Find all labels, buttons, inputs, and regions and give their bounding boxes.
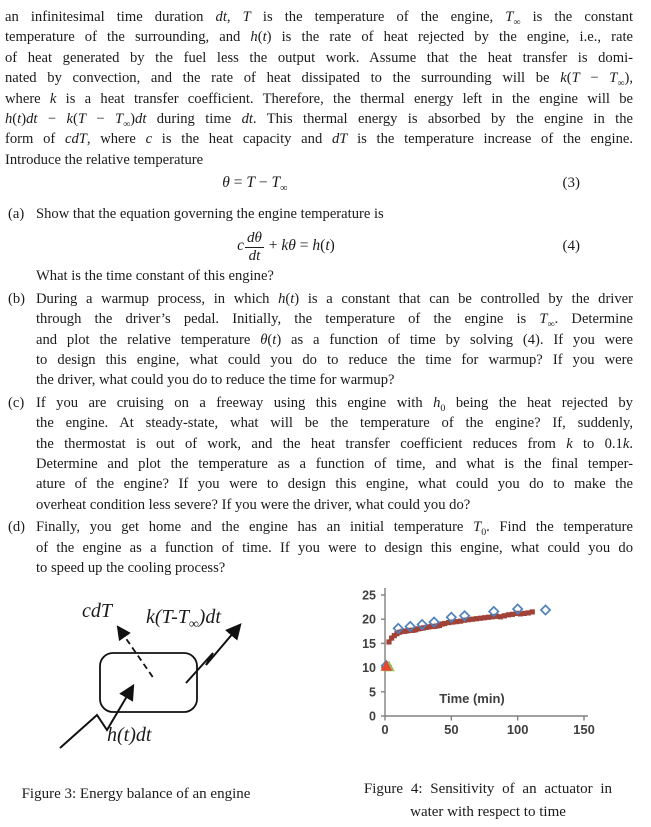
- cdt-label: cdT: [82, 600, 112, 622]
- text-line: to speed up the cooling process?: [36, 559, 226, 576]
- figure3-caption: Figure 3: Energy balance of an engine: [21, 786, 251, 802]
- equation-3-body: $\theta = T - T_\infty$: [222, 174, 288, 195]
- equation-3-number: (3): [562, 175, 580, 192]
- text-line: form of cdT, where c is the heat capacity and dT is the temperature increase of the engine.: [5, 131, 633, 148]
- x-tick-label: 150: [573, 722, 595, 737]
- y-tick-label: 5: [369, 685, 376, 700]
- intro-paragraph: [5, 7, 633, 170]
- heat-out-label: $k(T-T_\infty)dt$: [146, 606, 221, 631]
- text-line: During a warmup process, in which h(t) is a constant that can be controlled by the driver: [36, 290, 633, 307]
- y-tick-label: 15: [362, 636, 376, 651]
- item-d: [5, 517, 633, 578]
- figure4-chart: [335, 583, 641, 827]
- item-c: [5, 393, 633, 515]
- text-line: and plot the relative temperature θ(t) as a function of time by solving (4). If you were: [36, 331, 633, 348]
- item-b-label: (b): [8, 290, 26, 307]
- text-line: What is the time constant of this engine?: [36, 267, 274, 284]
- text-line: to design this engine, what could you do to reduce the time for warmup? If you were: [36, 352, 633, 369]
- text-line: of heat generated by the fuel less the output work. Assume that the heat transfer is domi-: [5, 49, 633, 66]
- item-d-label: (d): [8, 519, 26, 536]
- text-line: $h(t)dt - k(T - T_\infty)dt$ during time dt. This thermal energy is absorbed by the engine in the: [5, 110, 633, 130]
- x-tick-label: 100: [506, 722, 529, 737]
- equation-4-number: (4): [562, 237, 580, 254]
- x-tick-label: 0: [381, 722, 389, 737]
- text-line: an infinitesimal time duration dt, T is the temperature of the engine, $T_\infty$ is the constant: [5, 9, 633, 28]
- equation-4-body: c $\frac{d\theta}{dt}$ + kθ = h(t): [237, 230, 335, 264]
- x-axis-title: Time (min): [439, 691, 505, 706]
- text-line: Determine and plot the temperature as a function of time, and what is the final temper-: [36, 456, 633, 473]
- figure4-caption-line2: water with respect to time: [410, 804, 566, 820]
- text-line: the driver, what could you do to reduce the time for warmup?: [36, 372, 395, 389]
- engine-box: [100, 653, 197, 712]
- item-b: [5, 289, 633, 391]
- text-line: where k is a heat transfer coefficient. Therefore, the thermal energy left in the engine will be: [5, 90, 633, 107]
- figure4-chart-svg: [335, 583, 600, 743]
- figure4-caption-line1: Figure 4: Sensitivity of an actuator in: [363, 781, 613, 797]
- text-line: ature of the engine? If you were to design this engine, what could you do to make the: [36, 476, 633, 493]
- text-line: Show that the equation governing the engine temperature is: [36, 206, 384, 223]
- equation-4: [36, 228, 633, 264]
- item-a: [5, 204, 633, 286]
- y-tick-label: 0: [369, 709, 376, 724]
- fraction-dtheta-dt: $\frac{d\theta}{dt}$: [247, 230, 262, 264]
- text-line: overheat condition less severe? If you were the driver, what could you do?: [36, 496, 471, 513]
- y-tick-label: 20: [362, 612, 376, 627]
- y-tick-label: 25: [362, 588, 376, 603]
- cdt-dashed-arrow: [118, 627, 153, 677]
- text-line: the engine. At steady-state, what will be the temperature of the engine? If, suddenly,: [36, 415, 633, 432]
- figure3-diagram: [10, 585, 300, 823]
- data-point-diamond: [541, 605, 550, 614]
- y-tick-label: 10: [362, 661, 376, 676]
- text-line: the thermostat is out of work, and the heat transfer coefficient reduces from k to 0.1k.: [36, 435, 633, 452]
- text-line: through the driver’s pedal. Initially, the temperature of the engine is $T_\infty$. Determine: [36, 311, 633, 330]
- text-line: Finally, you get home and the engine has an initial temperature $T_0$. Find the temperature: [36, 519, 633, 538]
- text-line: Introduce the relative temperature: [5, 151, 204, 168]
- x-tick-label: 50: [444, 722, 459, 737]
- text-line: temperature of the surrounding, and h(t) is the rate of heat rejected by the engine, i.e., rate: [5, 29, 633, 46]
- item-a-label: (a): [8, 206, 25, 223]
- heat-in-label: h(t)dt: [107, 724, 152, 746]
- text-line: nated by convection, and the rate of heat dissipated to the surrounding will be $k(T - T_\infty)$,: [5, 70, 633, 89]
- equation-3: [5, 172, 633, 194]
- data-point-square: [530, 609, 535, 614]
- text-line: of the engine as a function of time. If you were to design this engine, what could you do: [36, 539, 633, 556]
- figure4-caption: [335, 778, 641, 824]
- heat-out-zigzag-arrow: [186, 625, 240, 683]
- text-line: If you are cruising on a freeway using this engine with $h_0$ being the heat rejected by: [36, 394, 633, 414]
- item-c-label: (c): [8, 394, 25, 411]
